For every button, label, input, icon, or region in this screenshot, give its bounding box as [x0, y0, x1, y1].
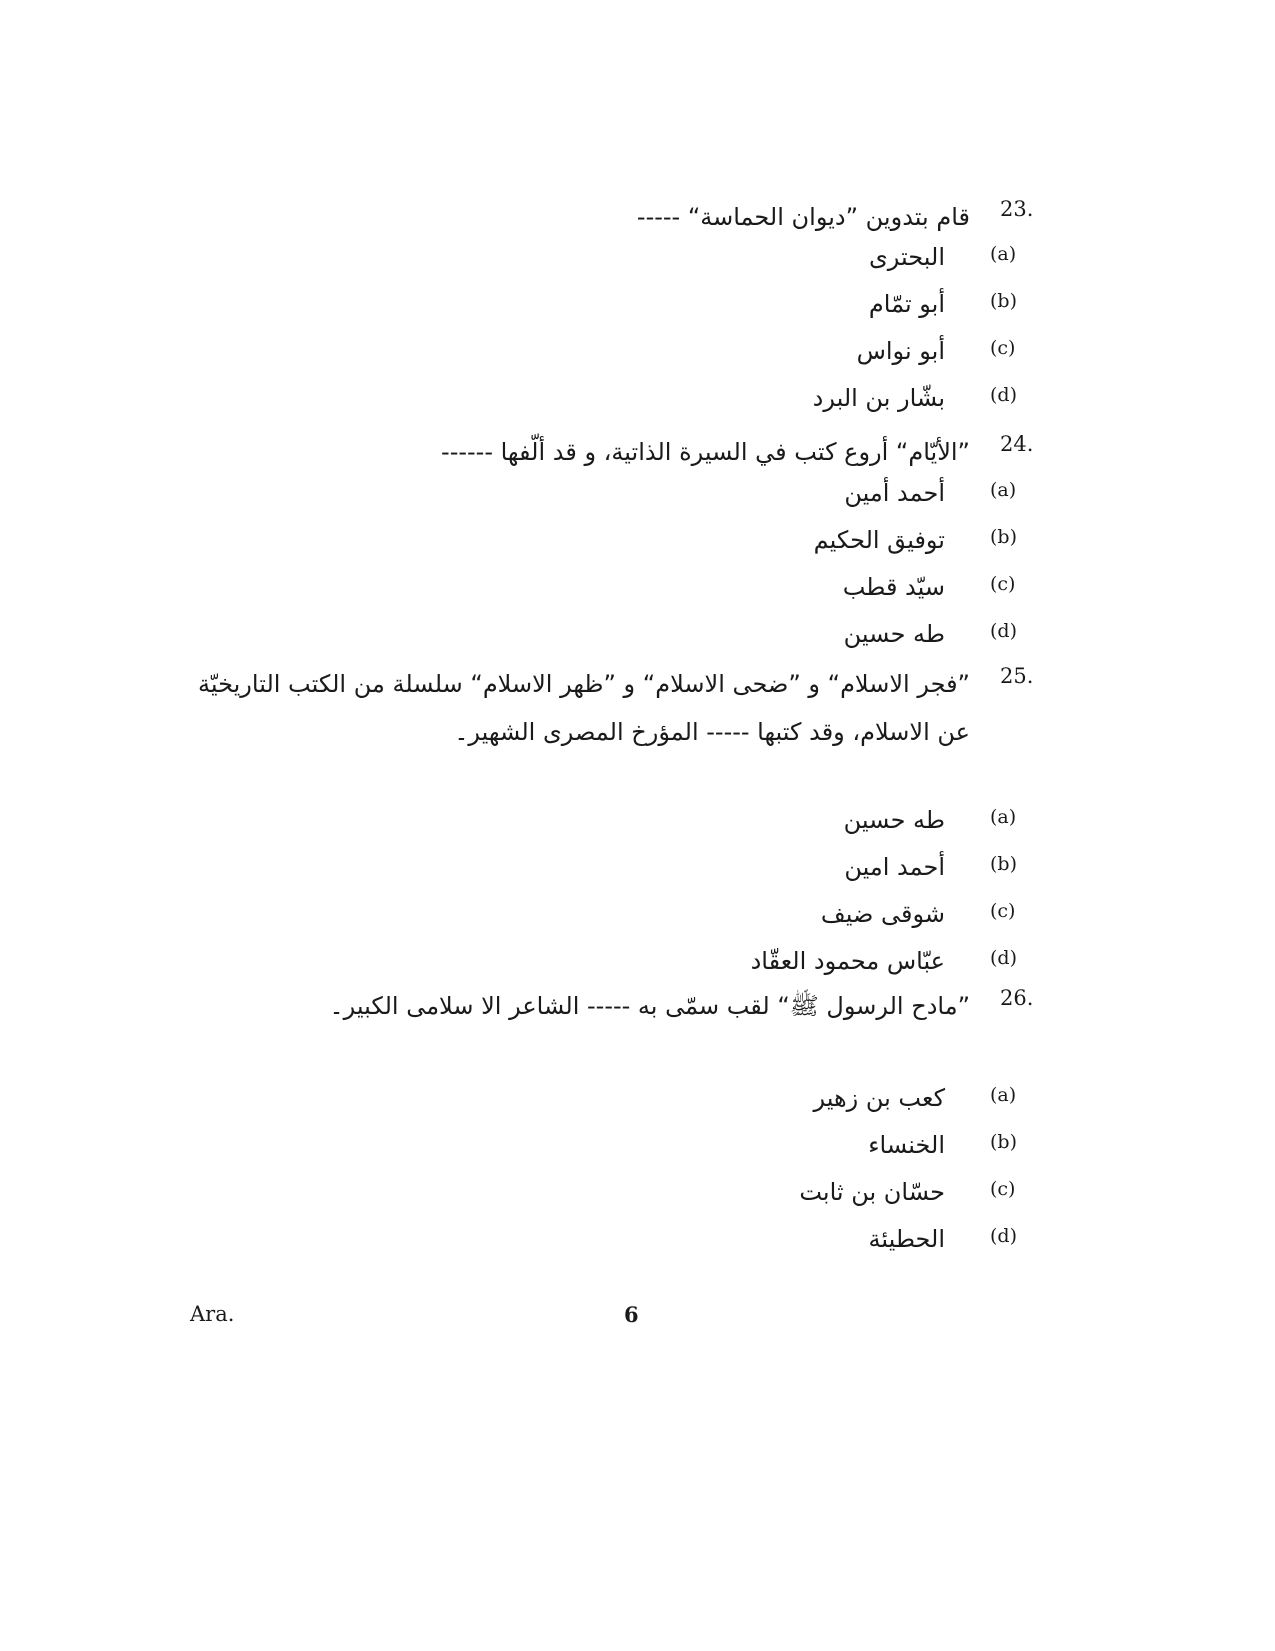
option-letter: (d)	[990, 384, 1017, 406]
option-text: الحطيئة	[868, 1225, 945, 1253]
option-a	[190, 1078, 1080, 1125]
option-letter: (a)	[990, 806, 1017, 828]
question-text: قام بتدوين ”ديوان الحماسة“ -----	[636, 203, 970, 231]
option-letter: (a)	[990, 243, 1017, 265]
option-letter: (c)	[990, 573, 1016, 595]
question-number: 26.	[1000, 986, 1034, 1010]
option-text: البحترى	[869, 243, 945, 271]
option-text: سيّد قطب	[842, 573, 945, 601]
option-letter: (c)	[990, 337, 1016, 359]
option-letter: (b)	[990, 290, 1017, 312]
question-text: ”مادح الرسول ﷺ“ لقب سمّى به ----- الشاعر الا سلامى الكبير۔	[329, 992, 970, 1020]
option-text: الخنساء	[868, 1131, 945, 1159]
question-text: ”الأيّام“ أروع كتب في السيرة الذاتية، و قد ألّفها ------	[441, 438, 970, 466]
option-b	[190, 284, 1080, 331]
question-header	[190, 193, 1080, 237]
question-23	[190, 193, 1080, 425]
question-number: 25.	[1000, 664, 1034, 688]
option-text: أحمد امين	[844, 853, 945, 881]
option-a	[190, 237, 1080, 284]
option-letter: (d)	[990, 620, 1017, 642]
option-letter: (b)	[990, 526, 1017, 548]
option-text: بشّار بن البرد	[812, 384, 945, 412]
option-d	[190, 614, 1080, 661]
option-b	[190, 1125, 1080, 1172]
question-24	[190, 428, 1080, 661]
option-b	[190, 847, 1080, 894]
question-text: ”فجر الاسلام“ و ”ضحى الاسلام“ و ”ظهر الاسلام“ سلسلة من الكتب التاريخيّة عن الاسلام، وقد كتبها ----- المؤرخ المصرى الشهير۔	[198, 670, 970, 746]
option-letter: (b)	[990, 853, 1017, 875]
option-text: أحمد أمين	[844, 479, 945, 507]
paper-code: Ara.	[190, 1302, 235, 1326]
option-letter: (a)	[990, 1084, 1017, 1106]
option-letter: (c)	[990, 1178, 1016, 1200]
option-letter: (d)	[990, 1225, 1017, 1247]
option-c	[190, 331, 1080, 378]
option-text: أبو تمّام	[868, 290, 945, 318]
option-text: توفيق الحكيم	[813, 526, 945, 554]
option-d	[190, 941, 1080, 988]
question-number: 23.	[1000, 197, 1034, 221]
option-letter: (d)	[990, 947, 1017, 969]
question-25	[190, 660, 1080, 988]
option-c	[190, 1172, 1080, 1219]
question-26	[190, 982, 1080, 1266]
question-number: 24.	[1000, 432, 1034, 456]
option-text: أبو نواس	[856, 337, 945, 365]
question-header	[190, 660, 1080, 800]
option-a	[190, 800, 1080, 847]
option-d	[190, 1219, 1080, 1266]
option-text: طه حسين	[843, 620, 945, 648]
option-text: عبّاس محمود العقّاد	[750, 947, 945, 975]
option-text: حسّان بن ثابت	[799, 1178, 945, 1206]
option-a	[190, 473, 1080, 520]
option-letter: (b)	[990, 1131, 1017, 1153]
option-b	[190, 520, 1080, 567]
question-header	[190, 982, 1080, 1078]
option-letter: (a)	[990, 479, 1017, 501]
option-text: شوقى ضيف	[820, 900, 945, 928]
option-c	[190, 567, 1080, 614]
option-letter: (c)	[990, 900, 1016, 922]
page-number: 6	[624, 1302, 639, 1327]
option-text: طه حسين	[843, 806, 945, 834]
option-d	[190, 378, 1080, 425]
question-header	[190, 428, 1080, 473]
option-text: كعب بن زهير	[813, 1084, 945, 1112]
option-c	[190, 894, 1080, 941]
